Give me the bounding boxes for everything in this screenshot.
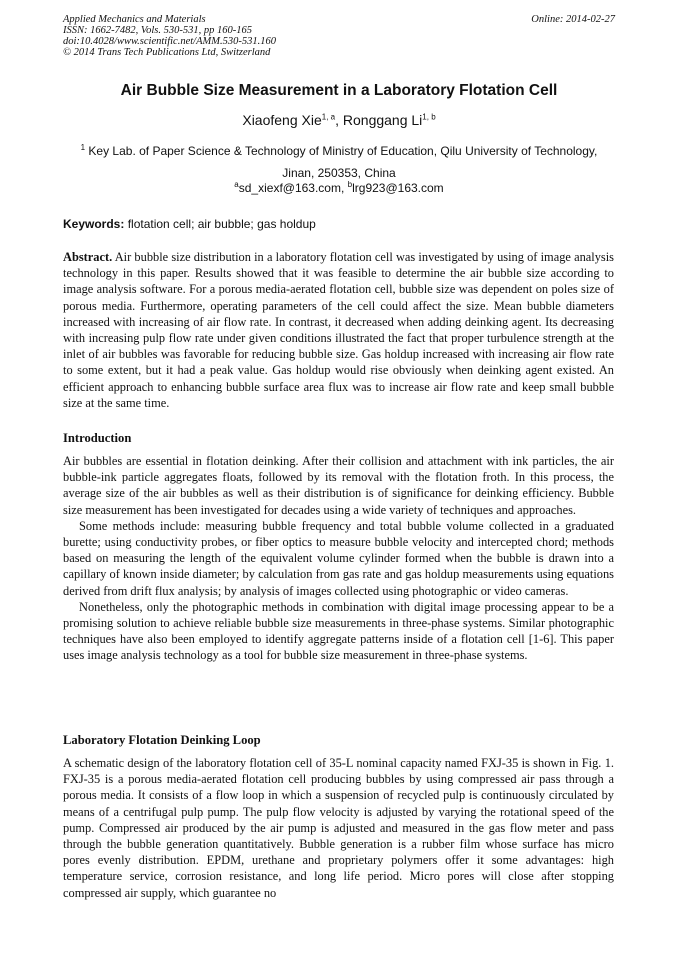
copyright-line: © 2014 Trans Tech Publications Ltd, Switzerland xyxy=(63,47,271,58)
introduction-body xyxy=(63,453,614,664)
author-superscript: 1, a xyxy=(321,112,336,122)
section-heading-introduction: Introduction xyxy=(63,431,132,445)
paragraph: Air bubbles are essential in flotation deinking. After their collision and attachment with ink particles, the air bubble-ink particle aggregates floats, followed by its removal with the flotation froth. In this process, the average size of the air bubbles as well as their distribution is of significance for deinking efficiency. Bubble size measurement has been investigated for decades using a wide variety of techniques and approaches. xyxy=(63,454,614,517)
keywords xyxy=(63,217,316,231)
abstract xyxy=(63,249,614,411)
abstract-label: Abstract. xyxy=(63,250,113,264)
journal-name: Applied Mechanics and Materials xyxy=(63,14,206,25)
email-address: lrg923@163.com xyxy=(352,181,444,195)
online-date: Online: 2014-02-27 xyxy=(531,14,615,25)
doi-line: doi:10.4028/www.scientific.net/AMM.530-531.160 xyxy=(63,36,276,47)
author-list xyxy=(0,112,678,128)
email-superscript: b xyxy=(347,180,353,189)
email-address: sd_xiexf@163.com, xyxy=(238,181,348,195)
affiliation xyxy=(63,137,615,184)
affiliation-superscript: 1 xyxy=(80,143,86,152)
email-line xyxy=(0,180,678,195)
section-heading-lab-loop: Laboratory Flotation Deinking Loop xyxy=(63,733,261,747)
issn-line: ISSN: 1662-7482, Vols. 530-531, pp 160-165 xyxy=(63,25,252,36)
affiliation-text: Key Lab. of Paper Science & Technology of Ministry of Education, Qilu University of Technology, Jinan, 250353, China xyxy=(85,144,598,180)
author-name: Xiaofeng Xie xyxy=(242,112,322,128)
paragraph: Some methods include: measuring bubble frequency and total bubble volume collected in a graduated burette; using conductivity probes, or fiber optics to measure bubble velocity and intercepted chord; methods based on measuring the length of the equivalent volume cylinder formed when the bubble is drawn into a capillary of known inside diameter; by calculation from gas rate and gas holdup measurements using equations derived from drift flux analysis; by analysis of images collected using photographic or video cameras. xyxy=(63,518,614,598)
author-separator: , xyxy=(335,112,343,128)
author-superscript: 1, b xyxy=(422,112,436,122)
keywords-label: Keywords: xyxy=(63,217,125,231)
paragraph: A schematic design of the laboratory flotation cell of 35-L nominal capacity named FXJ-35 is shown in Fig. 1. FXJ-35 is a porous media-aerated flotation cell producing bubbles by using compressed air pass through a porous media. It consists of a flow loop in which a suspension of recycled pulp is continuously circulated by means of a centrifugal pulp pump. The pulp flow velocity is adjusted by varying the rotational speed of the pump. Compressed air produced by the air pump is adjusted and measured in the gas flow meter and pass through the bubble generation quantitatively. Bubble generation is a rubber film whose surface has micro pores evenly distribution. EPDM, urethane and proprietary polymers offer it some advantages: high temperature service, corrosion resistance, and long life period. Micro pores will close after stopping compressed air supply, which guarantee no xyxy=(63,756,614,900)
email-superscript: a xyxy=(234,180,239,189)
paragraph: Nonetheless, only the photographic methods in combination with digital image processing appear to be a promising solution to achieve reliable bubble size measurements in three-phase systems. Similar photographic techniques have also been employed to identify aggregate patterns inside of a flotation cell [1-6]. This paper uses image analysis technology as a tool for bubble size measurement in three-phase systems. xyxy=(63,599,614,663)
abstract-text: Air bubble size distribution in a laboratory flotation cell was investigated by using of image analysis technology in this paper. Results showed that it was feasible to determine the air bubble size according to image analysis software. For a porous media-aerated flotation cell, bubble size was dependent on poles size of porous media. Furthermore, operating parameters of the cell could affect the size. Mean bubble diameters increased with increasing of air flow rate. In contrast, it decreased when adding deinking agent. Its decreasing with increasing pulp flow rate under given conditions illustrated the fact that proper turbulence strength at the inlet of air bubbles was favorable for reducing bubble size. Gas holdup increased with increasing air flow rate to some extent, but it had a peak value. Gas holdup would rise obviously when deinking agent existed. An efficient approach to enhancing bubble surface area flux was to increase air flow rate and keep small bubble size at the same time. xyxy=(63,250,614,410)
keywords-text: flotation cell; air bubble; gas holdup xyxy=(124,217,316,231)
lab-loop-body xyxy=(63,755,614,901)
paper-title: Air Bubble Size Measurement in a Laboratory Flotation Cell xyxy=(120,82,558,99)
author-name: Ronggang Li xyxy=(342,112,423,128)
